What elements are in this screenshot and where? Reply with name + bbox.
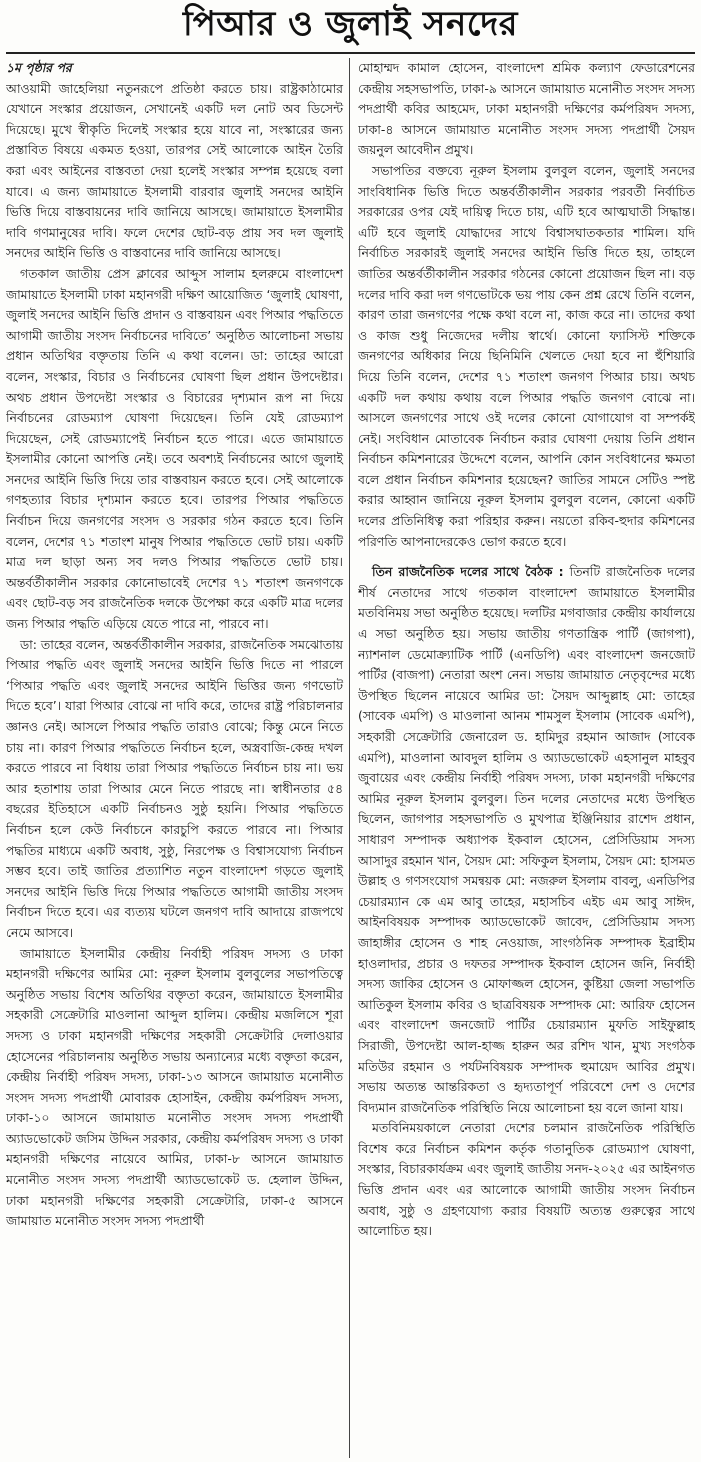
paragraph: মতবিনিময়কালে নেতারা দেশের চলমান রাজনৈতিক পরিস্থিতি বিশেষ করে নির্বাচন কমিশন কর্তৃক গতানুতিক রোডম্যাপ ঘোষণা, সংস্কার, বিচারকার্যক্রম এবং জুলাই জাতীয় সনদ-২০২৫ এর আইনগত ভিত্তি প্রদান এবং এর আলোকে আগামী জাতীয় সংসদ নির্বাচন অবাধ, সুষ্ঠু ও গ্রহণযোগ্য করার বিষয়টি অত্যন্ত গুরুত্বের সাথে আলোচিত হয়। (358, 1120, 695, 1239)
article-columns (6, 58, 695, 1458)
left-column (6, 58, 350, 1458)
continuation-kicker: ১ম পৃষ্ঠার পর (6, 60, 72, 75)
paragraph: ডা: তাহের বলেন, অন্তর্বর্তীকালীন সরকার, রাজনৈতিক সমঝোতায় পিআর পদ্ধতি এবং জুলাই সনদের আইনি ভিত্তি দিতে না পারলে ‘পিআর পদ্ধতি এবং জুলাই সনদের আইনি ভিত্তির জন্য গণভোট দিতে হবে’। যারা পিআর বোঝে না দাবি করে, তাদের রাষ্ট্র পরিচালনার জ্ঞানও নেই। আসলে পিআর পদ্ধতি তারাও বোঝে; কিন্তু মেনে নিতে চায় না। কারণ পিআর পদ্ধতিতে নির্বাচন হলে, অস্ত্রবাজি-কেন্দ্র দখল করতে পারবে না বিধায় তারা পিআর পদ্ধতিতে নির্বাচন চায় না। ভয় আর হতাশায় তারা পিআর মেনে নিতে পারছে না। স্বাধীনতার ৫৪ বছরের ইতিহাসে একটি নির্বাচনও সুষ্ঠু হয়নি। পিআর পদ্ধতিতে নির্বাচন হলে কেউ নির্বাচনে কারচুপি করতে পারবে না। পিআর পদ্ধতির মাধ্যমে একটি অবাধ, সুষ্ঠু, নিরপেক্ষ ও বিশ্বাসযোগ্য নির্বাচন সম্ভব হবে। তাই জাতির প্রত্যাশিত নতুন বাংলাদেশ গড়তে জুলাই সনদের আইনি ভিত্তি দিয়ে পিআর পদ্ধতিতে আগামী জাতীয় সংসদ নির্বাচন দিতে হবে। এর ব্যত্যয় ঘটলে জনগণ দাবি আদায়ে রাজপথে নেমে আসবে। (6, 636, 343, 940)
paragraph: জামায়াতে ইসলামীর কেন্দ্রীয় নির্বাহী পরিষদ সদস্য ও ঢাকা মহানগরী দক্ষিণের আমির মো: নূরুল ইসলাম বুলবুলের সভাপতিত্বে অনুষ্ঠিত সভায় বিশেষ অতিথির বক্তৃতা করেন, জামায়াতে ইসলামীর সহকারী সেক্রেটারি মাওলানা আব্দুল হালিম। কেন্দ্রীয় মজলিসে শূরা সদস্য ও ঢাকা মহানগরী দক্ষিণের সহকারী সেক্রেটারি দেলাওয়ার হোসেনের পরিচালনায় অনুষ্ঠিত সভায় অন্যান্যের মধ্যে বক্তৃতা করেন, কেন্দ্রীয় নির্বাহী পরিষদ সদস্য, ঢাকা-১৩ আসনে জামায়াত মনোনীত সংসদ সদস্য পদপ্রার্থী মোবারক হোসাইন, কেন্দ্রীয় কর্মপরিষদ সদস্য, ঢাকা-১০ আসনে জামায়াত মনোনীত সংসদ সদস্য পদপ্রার্থী অ্যাডভোকেট জসিম উদ্দিন সরকার, কেন্দ্রীয় কর্মপরিষদ সদস্য ও ঢাকা মহানগরী দক্ষিণের নায়েবে আমির, ঢাকা-৮ আসনে জামায়াত মনোনীত সংসদ সদস্য পদপ্রার্থী অ্যাডভোকেট ড. হেলাল উদ্দিন, ঢাকা মহানগরী দক্ষিণের সহকারী সেক্রেটারি, ঢাকা-৫ আসনে জামায়াত মনোনীত সংসদ সদস্য পদপ্রার্থী (6, 945, 343, 1229)
paragraph (6, 58, 343, 79)
paragraph: মোহাম্মদ কামাল হোসেন, বাংলাদেশ শ্রমিক কল্যাণ ফেডারেশনের কেন্দ্রীয় সহসভাপতি, ঢাকা-৯ আসনে জামায়াত মনোনীত সংসদ সদস্য পদপ্রার্থী কবির আহমেদ, ঢাকা মহানগরী দক্ষিণের কর্মপরিষদ সদস্য, ঢাকা-৪ আসনে জামায়াত মনোনীত সংসদ সদস্য পদপ্রার্থী সৈয়দ জয়নুল আবেদীন প্রমুখ। (358, 60, 695, 158)
paragraph: সভাপতির বক্তব্যে নূরুল ইসলাম বুলবুল বলেন, জুলাই সনদের সাংবিধানিক ভিত্তি দিতে অন্তর্বর্তীকালীন সরকার পরবর্তী নির্বাচিত সরকারের ওপর যেই দায়িত্ব দিতে চায়, এটি হবে আত্মঘাতী সিদ্ধান্ত। এটি হবে জুলাই যোদ্ধাদের সাথে বিশ্বাসঘাতকতার শামিল। যদি নির্বাচিত সরকারই জুলাই সনদের আইনি ভিত্তি দিতে হয়, তাহলে জাতির অন্তর্বর্তীকালীন সরকার গঠনের কোনো প্রয়োজন ছিল না। বড় দলের দাবি করা দল গণভোটকে ভয় পায় কেন প্রশ্ন রেখে তিনি বলেন, কারণ তারা জনগণের পক্ষে কথা বলে না, কাজ করে না। তাদের কথা ও কাজ শুধু নিজেদের দলীয় স্বার্থে। কোনো ফ্যাসিস্ট শক্তিকে জনগণের অধিকার নিয়ে ছিনিমিনি খেলতে দেয়া হবে না হুঁশিয়ারি দিয়ে তিনি বলেন, দেশের ৭১ শতাংশ জনগণ পিআর চায়। অথচ একটি দল কথায় কথায় বলে পিআর পদ্ধতি জনগণ বোঝে না। আসলে জনগণের সাথে ওই দলের কোনো যোগাযোগ বা সম্পর্কই নেই। সংবিধান মোতাবেক নির্বাচন করার ঘোষণা দেয়ায় তিনি প্রধান নির্বাচন কমিশনারের উদ্দেশে বলেন, আপনি কোন সংবিধানের ক্ষমতা বলে প্রধান নির্বাচন কমিশনার হয়েছেন? জাতির সামনে সেটিও স্পষ্ট করার আহ্বান জানিয়ে নূরুল ইসলাম বুলবুল বলেন, কোনো একটি দলের প্রতিনিধিত্ব করা পরিহার করুন। নয়তো রকিব-হুদার কমিশনের পরিণতি আপনাদেরকেও ভোগ করতে হবে। (358, 162, 695, 549)
paragraph: আওয়ামী জাহেলিয়া নতুনরূপে প্রতিষ্ঠা করতে চায়। রাষ্ট্রকাঠামোর যেখানে সংস্কার প্রয়োজন, সেখানেই একটি দল নোট অব ডিসেন্ট দিয়েছে। মুখে স্বীকৃতি দিলেই সংস্কার হয়ে যাবে না, সংস্কারের জন্য প্রস্তাবিত বিষয়ে একমত হওয়া, তারপর সেই আলোকে আইন তৈরি করা এবং আইনের বাস্তবতা দেয়া হলেই সংস্কার সম্পন্ন হয়েছে বলা যাবে। এ জন্য জামায়াতে ইসলামী বারবার জুলাই সনদের আইনি ভিত্তি দিয়ে বাস্তবায়নের দাবি জানিয়ে আসছে। জামায়াতে ইসলামীর দাবি গণমানুষের দাবি। ফলে দেশের ছোট-বড় প্রায় সব দল জুলাই সনদের আইনি ভিত্তি ও বাস্তবানের দাবি জানিয়ে আসছে। (6, 80, 343, 261)
section-gap (358, 552, 695, 562)
headline-bar (6, 0, 695, 54)
paragraph: গতকাল জাতীয় প্রেস ক্লাবের আব্দুস সালাম হলরুমে বাংলাদেশ জামায়াতে ইসলামী ঢাকা মহানগরী দক্ষিণ আয়োজিত ‘জুলাই ঘোষণা, জুলাই সনদের আইনি ভিত্তি প্রদান ও বাস্তবায়ন এবং পিআর পদ্ধতিতে আগামী জাতীয় সংসদ নির্বাচনের দাবিতে’ অনুষ্ঠিত আলোচনা সভায় প্রধান অতিথির বক্তৃতায় তিনি এ কথা বলেন। ডা: তাহের আরো বলেন, সংস্কার, বিচার ও নির্বাচনের ঘোষণা ছিল প্রধান উপদেষ্টার। অথচ প্রধান উপদেষ্টা সংস্কার ও বিচারের দৃশ্যমান রূপ না দিয়ে নির্বাচনের রোডম্যাপ ঘোষণা দিয়েছেন। তিনি যেই রোডম্যাপ দিয়েছেন, সেই রোডম্যাপেই নির্বাচন হতে পারে। এতে জামায়াতে ইসলামীর কোনো আপত্তি নেই। তবে অবশ্যই নির্বাচনের আগে জুলাই সনদের আইনি ভিত্তি দিয়ে তার বাস্তবায়ন করতে হবে। সেই আলোকে গণহত্যার বিচার দৃশ্যমান করতে হবে। তারপর পিআর পদ্ধতিতে নির্বাচন দিয়ে জনগণের সংসদ ও সরকার গঠন করতে হবে। তিনি বলেন, দেশের ৭১ শতাংশ মানুষ পিআর পদ্ধতিতে ভোট চায়। একটি মাত্র দল ছাড়া অন্য সব দলও পিআর পদ্ধতিতে ভোট চায়। অন্তর্বর্তীকালীন সরকার কোনোভাবেই দেশের ৭১ শতাংশ জনগণকে এবং ছোট-বড় সব রাজনৈতিক দলকে উপেক্ষা করে একটি মাত্র দলের জন্য পিআর পদ্ধতি এড়িয়ে যেতে পারে না, পারবে না। (6, 265, 343, 632)
headline: পিআর ও জুলাই সনদের (183, 3, 518, 44)
subheading-text: তিনটি রাজনৈতিক দলের শীর্ষ নেতাদের সাথে গতকাল বাংলাদেশ জামায়াতে ইসলামীর মতবিনিময় সভা অনুষ্ঠিত হয়েছে। দলটির মগবাজার কেন্দ্রীয় কার্যালয়ে এ সভা অনুষ্ঠিত হয়। সভায় জাতীয় গণতান্ত্রিক পার্টি (জাগপা), ন্যাশনাল ডেমোক্র্যাটিক পার্টি (এনডিপি) এবং বাংলাদেশ জনজোট পার্টির (বাজপা) নেতারা অংশ নেন। সভায় জামায়াত নেতৃবৃন্দের মধ্যে উপস্থিত ছিলেন নায়েবে আমির ডা: সৈয়দ আব্দুল্লাহ মো: তাহের (সাবেক এমপি) ও মাওলানা আনম শামসুল ইসলাম (সাবেক এমপি), সহকারী সেক্রেটারি জেনারেল ড. হামিদুর রহমান আজাদ (সাবেক এমপি), মাওলানা আবদুল হালিম ও অ্যাডভোকেট এহসানুল মাহবুব জুবায়ের এবং কেন্দ্রীয় নির্বাহী পরিষদ সদস্য, ঢাকা মহানগরী দক্ষিণের আমির নূরুল ইসলাম বুলবুল। তিন দলের নেতাদের মধ্যে উপস্থিত ছিলেন, জাগপার সহসভাপতি ও মুখপাত্র ইঞ্জিনিয়ার রাশেদ প্রধান, সাধারণ সম্পাদক অধ্যাপক ইকবাল হোসেন, প্রেসিডিয়াম সদস্য আসাদুর রহমান খান, সৈয়দ মো: সফিকুল ইসলাম, সৈয়দ মো: হাসমত উল্লাহ ও গণসংযোগ সমন্বয়ক মো: নজরুল ইসলাম বাবলু, এনডিপির চেয়ারম্যান কে এম আবু তাহের, মহাসচিব এইচ এম আবু সাঈদ, আইনবিষয়ক সম্পাদক অ্যাডভোকেট জাবেদ, প্রেসিডিয়াম সদস্য জাহাঙ্গীর হোসেন ও শাহ নেওয়াজ, সাংগঠনিক সম্পাদক ইব্রাহীম হাওলাদার, প্রচার ও দফতর সম্পাদক ইকবাল হোসেন জনি, নির্বাহী সদস্য জাকির হোসেন ও মোফাজ্জল হোসেন, কুষ্টিয়া জেলা সভাপতি আতিকুল ইসলাম কবির ও ছাত্রবিষয়ক সম্পাদক মো: আরিফ হোসেন এবং বাংলাদেশ জনজোট পার্টির চেয়ারম্যান মুফতি সাইফুল্লাহ সিরাজী, উপদেষ্টা আল-হাজ্জ হারুন অর রশিদ খান, মুখ্য সংগঠক মতিউর রহমান ও পর্যটনবিষয়ক সম্পাদক হুমায়েদ আবির প্রমুখ। সভায় অত্যন্ত আন্তরিকতা ও হৃদ্যতাপূর্ণ পরিবেশে দেশ ও দেশের বিদ্যমান রাজনৈতিক পরিস্থিতি নিয়ে আলোচনা হয় বলে জানা যায়। (358, 564, 695, 1115)
subheading: তিন রাজনৈতিক দলের সাথে বৈঠক : (372, 564, 564, 580)
right-column (358, 58, 695, 1458)
paragraph (358, 562, 695, 1118)
